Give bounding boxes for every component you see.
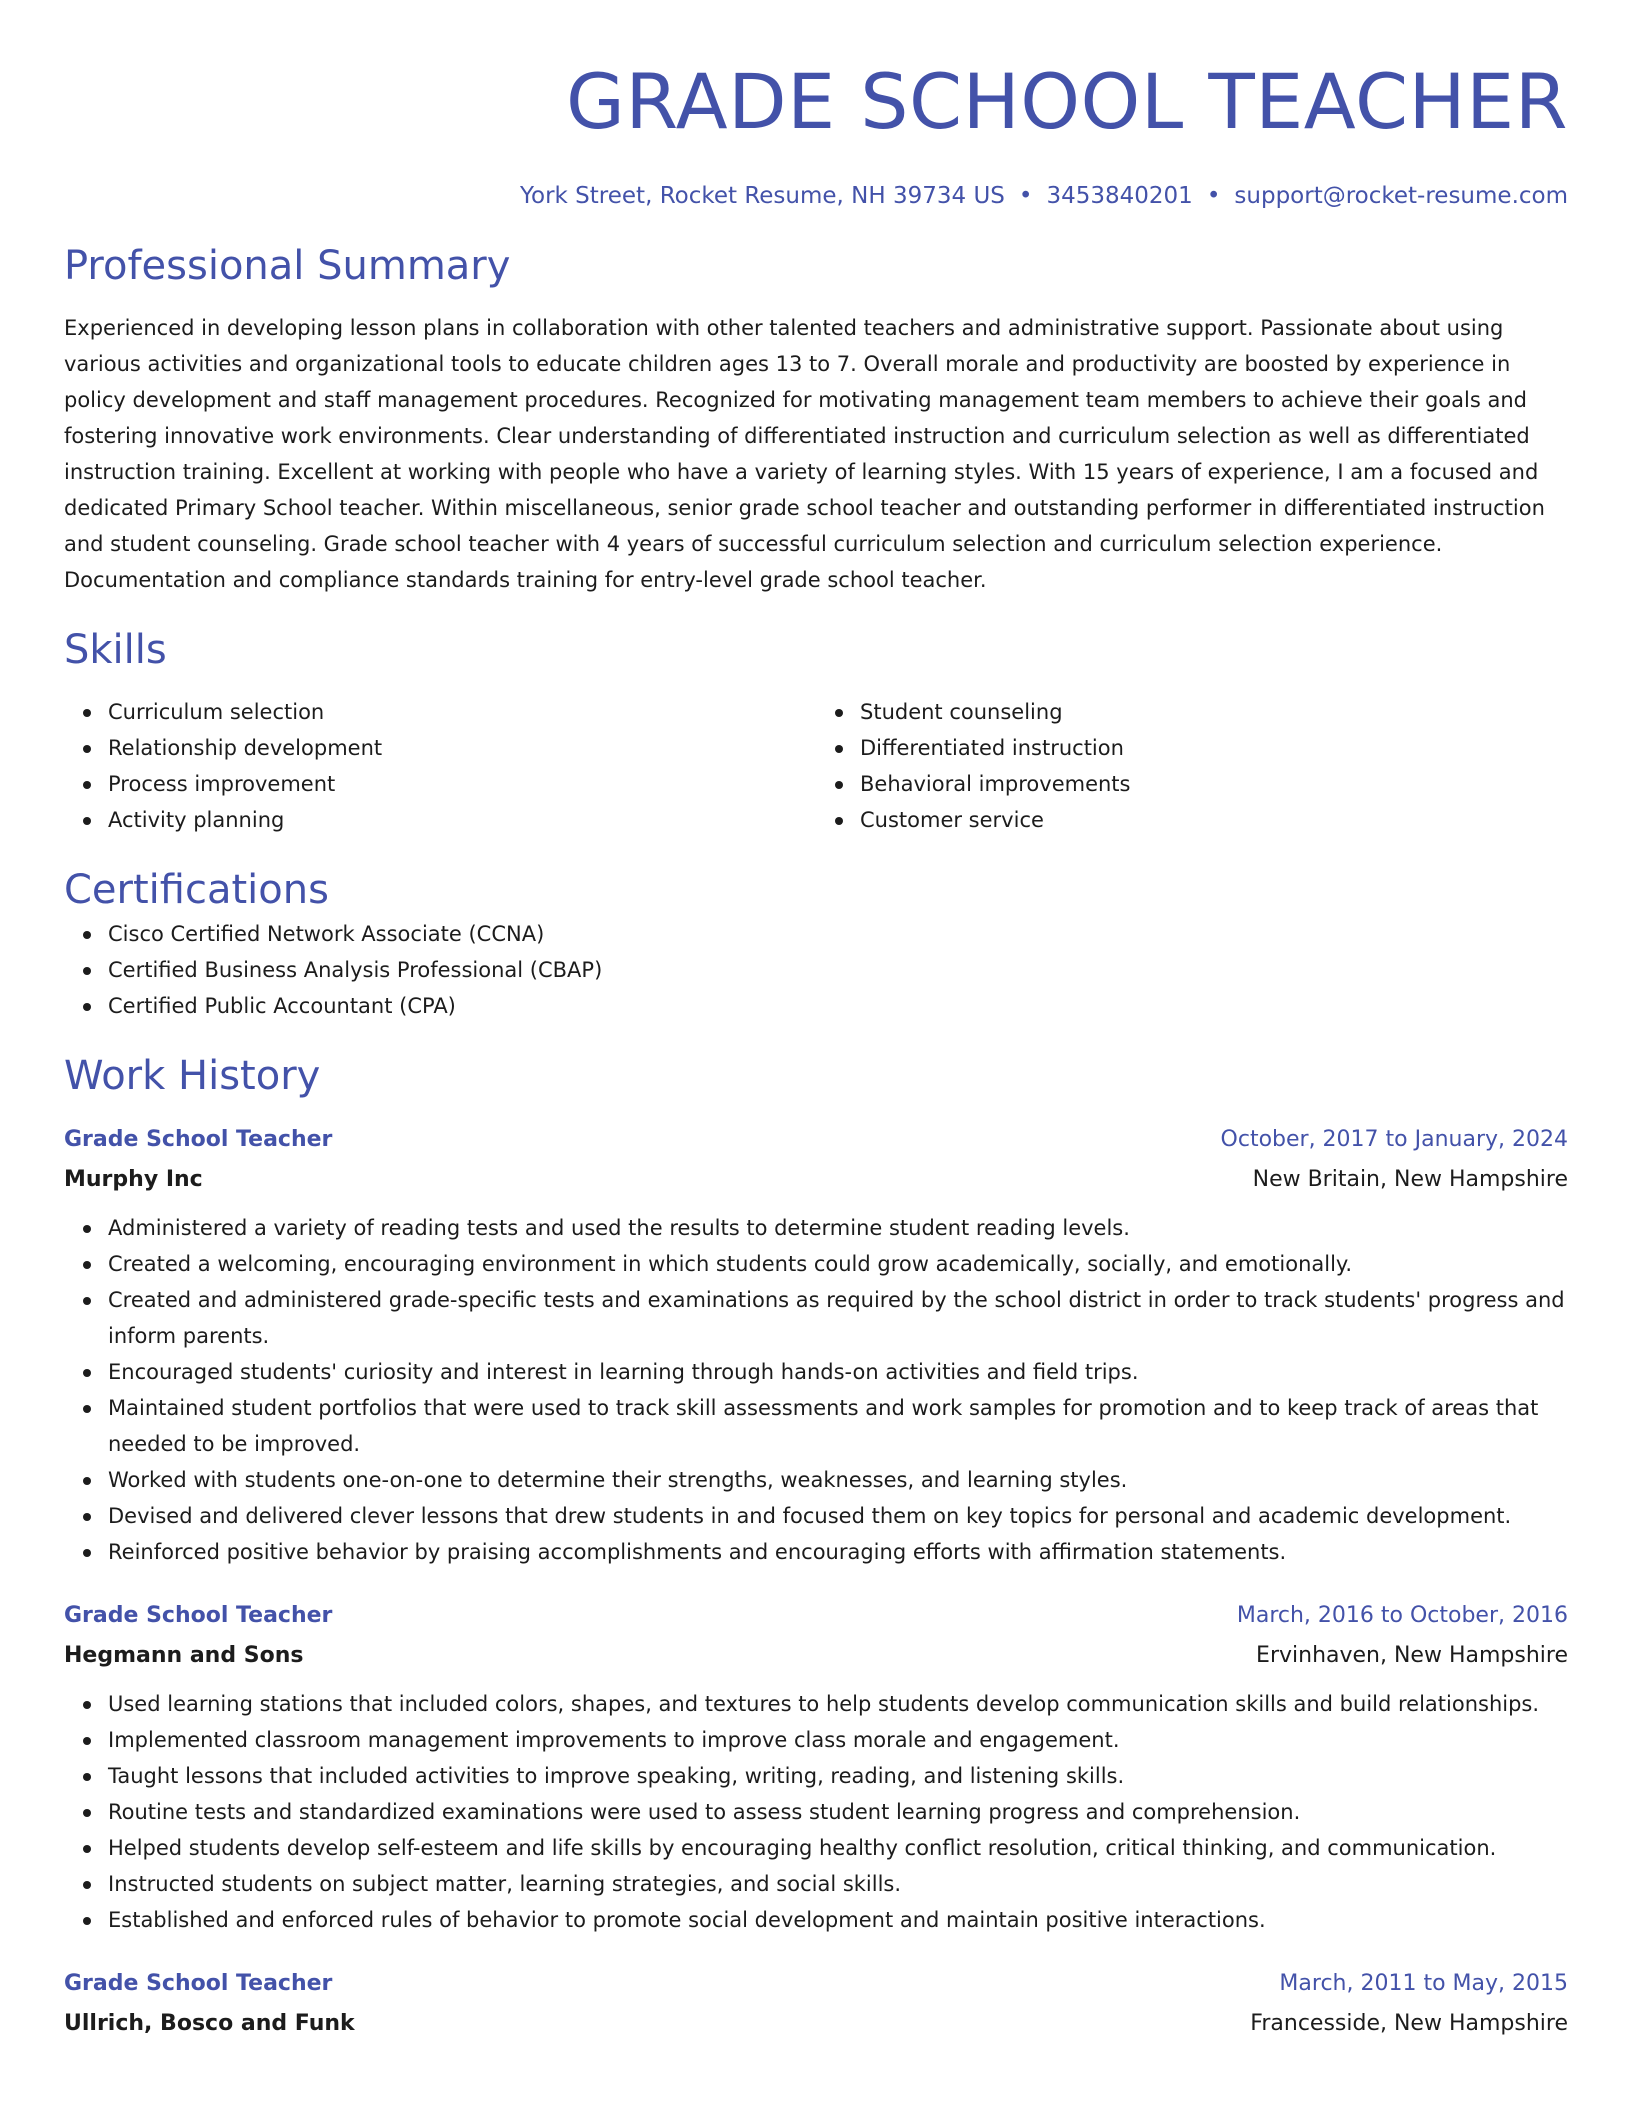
skill-item: Customer service: [860, 802, 1568, 838]
job-entry: [64, 1964, 1568, 2044]
job-duty-item: Devised and delivered clever lessons that drew students in and focused them on key topics for personal and academic development.: [108, 1498, 1568, 1534]
certifications-list: [64, 916, 1568, 1024]
job-duty-item: Used learning stations that included colors, shapes, and textures to help students develop communication skills and build relationships.: [108, 1686, 1568, 1722]
job-dates: March, 2011 to May, 2015: [1279, 1971, 1568, 1996]
job-title: Grade School Teacher: [64, 1971, 333, 1996]
work-history-heading: Work History: [64, 1053, 321, 1099]
job-duty-item: Worked with students one-on-one to determine their strengths, weaknesses, and learning styles.: [108, 1462, 1568, 1498]
job-header: [64, 1964, 1568, 2004]
job-duty-item: Created a welcoming, encouraging environment in which students could grow academically, socially, and emotionally.: [108, 1246, 1568, 1282]
job-duty-item: Maintained student portfolios that were used to track skill assessments and work samples for promotion and to keep track of areas that needed to be improved.: [108, 1390, 1568, 1462]
summary-text: Experienced in developing lesson plans in collaboration with other talented teachers and administrative support. Passionate about using various activities and organizational tools to educate children ages 13 to 7. Overall morale and productivity are boosted by experience in policy development and staff management procedures. Recognized for motivating management team members to achieve their goals and fostering innovative work environments. Clear understanding of differentiated instruction and curriculum selection as well as differentiated instruction training. Excellent at working with people who have a variety of learning styles. With 15 years of experience, I am a focused and dedicated Primary School teacher. Within miscellaneous, senior grade school teacher and outstanding performer in differentiated instruction and student counseling. Grade school teacher with 4 years of successful curriculum selection and curriculum selection experience. Documentation and compliance standards training for entry-level grade school teacher.: [64, 316, 1545, 592]
skills-list-left: [64, 694, 816, 838]
contact-address: York Street, Rocket Resume, NH 39734 US: [520, 183, 1005, 209]
job-title: Grade School Teacher: [64, 1127, 333, 1152]
summary-heading: Professional Summary: [64, 243, 511, 289]
job-subheader: [64, 2004, 1568, 2044]
contact-separator: •: [1206, 183, 1221, 209]
job-duties-list: [64, 1210, 1568, 1570]
candidate-name: GRADE SCHOOL TEACHER: [565, 57, 1568, 146]
skill-item: Curriculum selection: [108, 694, 816, 730]
contact-line: [64, 180, 1568, 212]
job-duty-item: Implemented classroom management improvements to improve class morale and engagement.: [108, 1722, 1568, 1758]
job-duty-item: Helped students develop self-esteem and life skills by encouraging healthy conflict resolution, critical thinking, and communication.: [108, 1830, 1568, 1866]
skills-section: [64, 624, 1568, 838]
skills-list-right: [816, 694, 1568, 838]
skill-item: Activity planning: [108, 802, 816, 838]
certification-item: Certified Public Accountant (CPA): [108, 988, 1568, 1024]
job-location: New Britain, New Hampshire: [1252, 1167, 1568, 1192]
job-company: Ullrich, Bosco and Funk: [64, 2011, 355, 2036]
skill-item: Differentiated instruction: [860, 730, 1568, 766]
certifications-heading: Certifications: [64, 867, 329, 913]
work-history-section: [64, 1050, 1568, 2044]
skills-heading: Skills: [64, 627, 167, 673]
job-duty-item: Taught lessons that included activities to improve speaking, writing, reading, and listening skills.: [108, 1758, 1568, 1794]
skills-grid: [64, 694, 1568, 838]
resume-page: [64, 0, 1568, 2044]
contact-phone: 3453840201: [1046, 183, 1193, 209]
job-duty-item: Encouraged students' curiosity and interest in learning through hands-on activities and field trips.: [108, 1354, 1568, 1390]
job-duty-item: Routine tests and standardized examinations were used to assess student learning progress and comprehension.: [108, 1794, 1568, 1830]
summary-section: [64, 240, 1568, 598]
skill-item: Student counseling: [860, 694, 1568, 730]
skill-item: Process improvement: [108, 766, 816, 802]
job-entry: [64, 1120, 1568, 1570]
certification-item: Certified Business Analysis Professional (CBAP): [108, 952, 1568, 988]
skill-item: Relationship development: [108, 730, 816, 766]
job-header: [64, 1120, 1568, 1160]
job-company: Hegmann and Sons: [64, 1643, 304, 1668]
job-location: Francesside, New Hampshire: [1250, 2011, 1568, 2036]
job-duty-item: Established and enforced rules of behavior to promote social development and maintain positive interactions.: [108, 1902, 1568, 1938]
job-subheader: [64, 1636, 1568, 1676]
contact-email[interactable]: support@rocket-resume.com: [1234, 183, 1568, 209]
resume-header: [64, 52, 1568, 212]
job-company: Murphy Inc: [64, 1167, 203, 1192]
job-location: Ervinhaven, New Hampshire: [1256, 1643, 1568, 1668]
certifications-section: [64, 864, 1568, 1024]
job-dates: October, 2017 to January, 2024: [1220, 1127, 1568, 1152]
job-entry: [64, 1596, 1568, 1938]
job-dates: March, 2016 to October, 2016: [1236, 1603, 1568, 1628]
job-duty-item: Administered a variety of reading tests and used the results to determine student reading levels.: [108, 1210, 1568, 1246]
job-duties-list: [64, 1686, 1568, 1938]
job-subheader: [64, 1160, 1568, 1200]
contact-separator: •: [1018, 183, 1033, 209]
job-header: [64, 1596, 1568, 1636]
skill-item: Behavioral improvements: [860, 766, 1568, 802]
job-title: Grade School Teacher: [64, 1603, 333, 1628]
certification-item: Cisco Certified Network Associate (CCNA): [108, 916, 1568, 952]
job-duty-item: Instructed students on subject matter, learning strategies, and social skills.: [108, 1866, 1568, 1902]
job-duty-item: Reinforced positive behavior by praising accomplishments and encouraging efforts with affirmation statements.: [108, 1534, 1568, 1570]
job-duty-item: Created and administered grade-specific tests and examinations as required by the school district in order to track students' progress and inform parents.: [108, 1282, 1568, 1354]
